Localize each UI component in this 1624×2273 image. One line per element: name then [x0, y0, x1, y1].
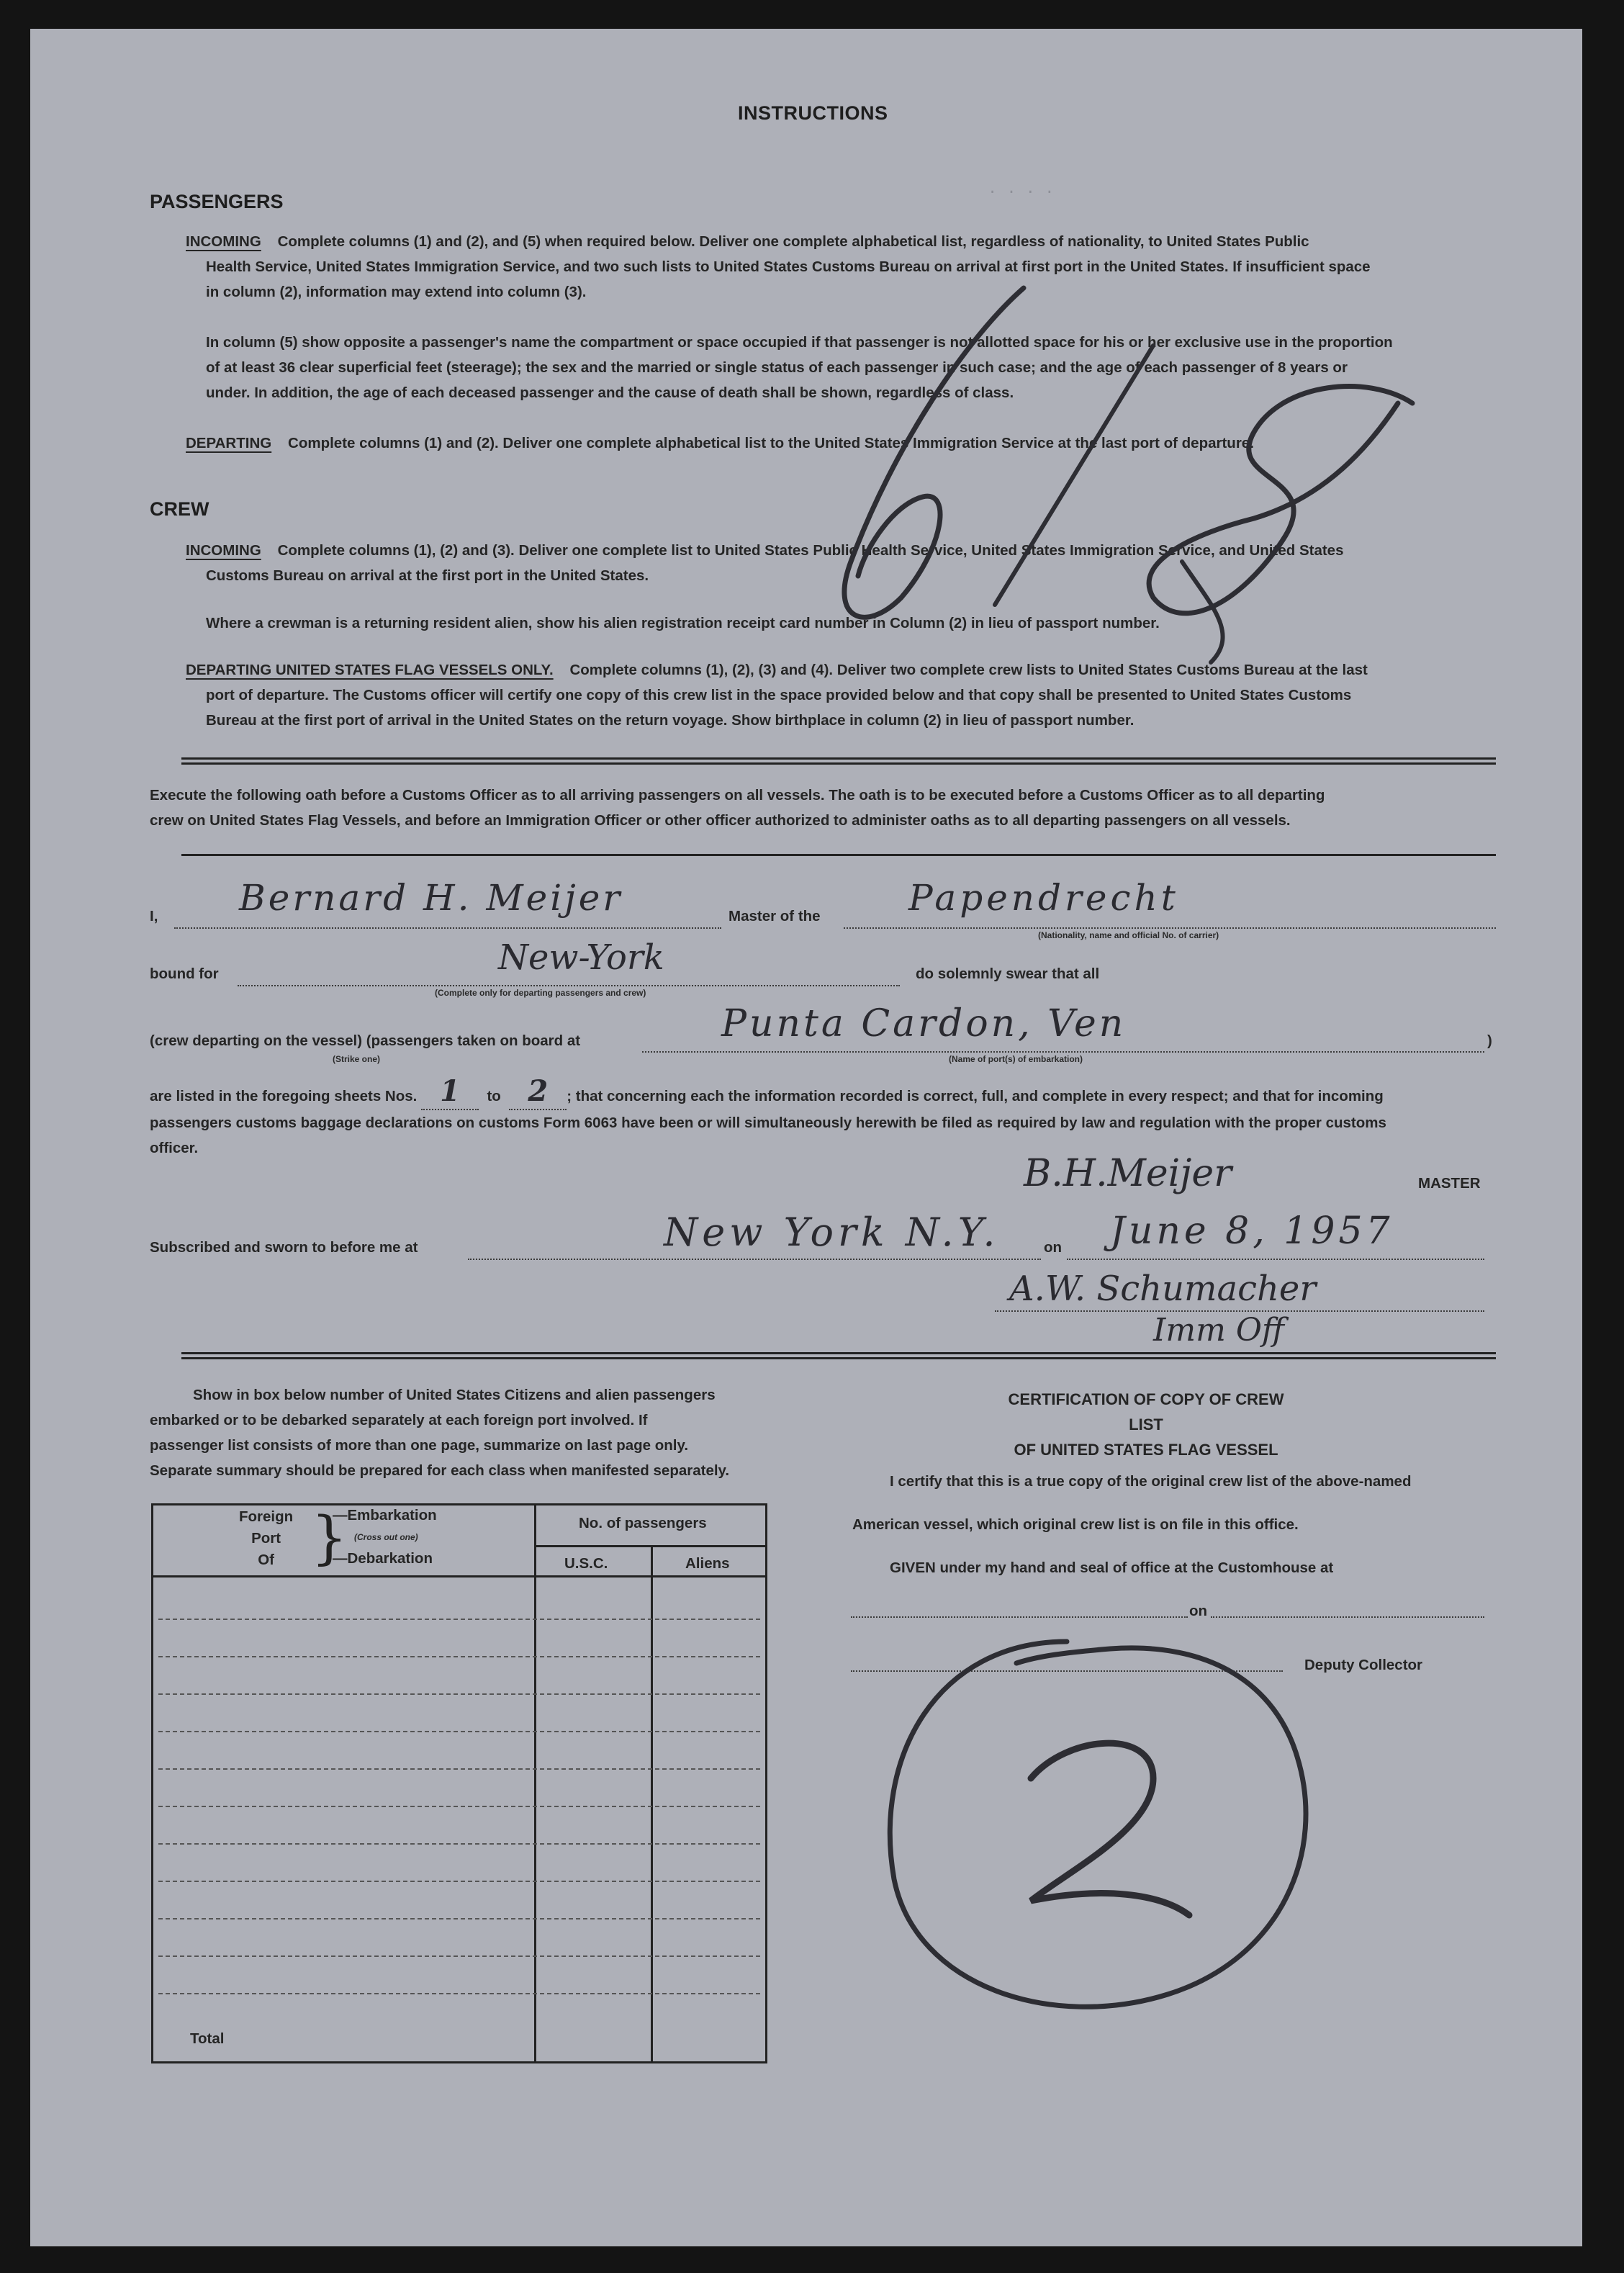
cert-on-label: on [1189, 1603, 1208, 1619]
sworn-date-line [1067, 1259, 1484, 1260]
certification-title [995, 1387, 1297, 1462]
port-caption: (Name of port(s) of embarkation) [949, 1054, 1083, 1064]
oath-i-label: I, [150, 908, 158, 924]
text-line: Separate summary should be prepared for each class when manifested separately. [150, 1462, 730, 1479]
text-line: in column (2), information may extend into column (3). [206, 284, 587, 300]
summary-row-line [158, 1881, 760, 1882]
text-line: embarked or to be debarked separately at each foreign port involved. If [150, 1412, 648, 1428]
text-line: passenger list consists of more than one page, summarize on last page only. [150, 1437, 689, 1454]
foreign-port-header [239, 1506, 293, 1571]
summary-row-line [158, 1731, 760, 1732]
officer-title-handwritten: Imm Off [1153, 1312, 1285, 1349]
sheet-from-field [421, 1074, 479, 1110]
header-text: Of [258, 1552, 274, 1568]
document-sheet [30, 29, 1582, 2246]
text-line: In column (5) show opposite a passenger's name the compartment or space occupied if that passenger is not allotted space for his or her exclusive use in the proportion [206, 334, 1393, 351]
oath-instructions [150, 783, 1496, 833]
sworn-on-label: on [1044, 1239, 1063, 1256]
embark-options [333, 1505, 437, 1570]
summary-row-line [158, 1693, 760, 1695]
double-rule [181, 757, 1496, 765]
bound-for-line [238, 985, 900, 986]
page-number-circle [851, 1613, 1340, 2030]
summary-row-line [158, 1918, 760, 1919]
text-line: crew on United States Flag Vessels, and before an Immigration Officer or other officer authorized to administer oaths as to all departing passengers on all vessels. [150, 812, 1291, 829]
text-line: under. In addition, the age of each deceased passenger and the cause of death shall be shown, regardless of class. [206, 384, 1014, 401]
departing-label: DEPARTING [186, 435, 272, 451]
summary-row-line [158, 1843, 760, 1845]
summary-row-line [158, 1806, 760, 1807]
bound-for-label: bound for [150, 966, 219, 982]
embarkation-option: —Embarkation [333, 1507, 437, 1523]
port-handwritten: Punta Cardon, Ven [721, 1002, 1127, 1045]
text-line: ; that concerning each the information recorded is correct, full, and complete in every respect; and that for incoming [567, 1088, 1384, 1104]
vessel-name-handwritten: Papendrecht [908, 877, 1179, 919]
port-line [642, 1051, 1484, 1053]
text-line: passengers customs baggage declarations on customs Form 6063 have been or will simultaneously herewith be filed as required by law and regulation with the proper customs [150, 1115, 1386, 1131]
sheet-to-value: 2 [528, 1074, 549, 1108]
sworn-place-line [468, 1259, 1041, 1260]
summary-row-line [158, 1768, 760, 1770]
table-divider [534, 1503, 536, 2063]
text-line: Complete columns (1) and (2), and (5) when required below. Deliver one complete alphabetical list, regardless of nationality, to United States Public [277, 233, 1309, 250]
text-line: Complete columns (1), (2) and (3). Deliver one complete list to United States Public Health Service, United States Immigration Service, and United States [277, 542, 1344, 559]
sworn-date-handwritten: June 8, 1957 [1110, 1210, 1394, 1253]
text-line: Customs Bureau on arrival at the first port in the United States. [206, 567, 649, 584]
crew-departing-label: (crew departing on the vessel) (passengers taken on board at [150, 1032, 581, 1049]
bound-caption: (Complete only for departing passengers and crew) [435, 988, 646, 998]
strike-caption: (Strike one) [333, 1054, 381, 1064]
close-paren: ) [1487, 1032, 1492, 1049]
master-name-handwritten: Bernard H. Meijer [239, 877, 623, 919]
double-rule [181, 1352, 1496, 1359]
text-line: of at least 36 clear superficial feet (steerage); the sex and the married or single status of each passenger in such case; and the age of each passenger of 8 years or [206, 359, 1348, 376]
crew-heading: CREW [150, 498, 209, 520]
sworn-place-handwritten: New York N.Y. [664, 1210, 1000, 1255]
total-label: Total [190, 2030, 225, 2047]
header-text: Foreign [239, 1508, 294, 1525]
swear-label: do solemnly swear that all [916, 966, 1100, 982]
table-header-rule [151, 1575, 767, 1577]
aliens-header: Aliens [685, 1555, 730, 1572]
cert-line-2: American vessel, which original crew list is on file in this office. [852, 1516, 1299, 1533]
text-line: Bureau at the first port of arrival in the United States on the return voyage. Show birthplace in column (2) in lieu of passport number. [206, 712, 1134, 729]
double-rule [181, 854, 1496, 859]
text-line: Complete columns (1), (2), (3) and (4). Deliver two complete crew lists to United States Customs Bureau at the last [569, 662, 1368, 678]
departing-flag-label: DEPARTING UNITED STATES FLAG VESSELS ONLY. [186, 662, 554, 678]
sheet-to-field [509, 1074, 567, 1110]
table-divider [534, 1545, 767, 1547]
listed-label: are listed in the foregoing sheets Nos. [150, 1088, 418, 1104]
folio-pencil-mark [779, 259, 1484, 706]
debarkation-option: —Debarkation [333, 1550, 433, 1567]
bleed-through-text: . . . . [988, 180, 1055, 198]
header-text: Port [251, 1530, 281, 1547]
summary-row-line [158, 1619, 760, 1620]
summary-row-line [158, 1993, 760, 1994]
cert-line-3: GIVEN under my hand and seal of office at the Customhouse at [890, 1559, 1334, 1576]
listed-paragraph [150, 1074, 1496, 1161]
cross-out-note: (Cross out one) [354, 1532, 418, 1542]
text-line: Complete columns (1) and (2). Deliver one complete alphabetical list to the United States Immigration Service at the last port of departure. [288, 435, 1254, 451]
passengers-heading: PASSENGERS [150, 191, 284, 212]
master-signature: B.H.Meijer [1024, 1152, 1232, 1195]
vessel-caption: (Nationality, name and official No. of carrier) [1038, 930, 1219, 940]
sheet-from-value: 1 [440, 1074, 460, 1108]
page-title: INSTRUCTIONS [738, 102, 888, 124]
master-name-line [174, 927, 721, 929]
summary-row-line [158, 1955, 760, 1957]
summary-instructions [150, 1382, 812, 1483]
officer-signature: A.W. Schumacher [1009, 1269, 1317, 1309]
incoming-label: INCOMING [186, 233, 261, 250]
text-line: Health Service, United States Immigration Service, and two such lists to United States Customs Bureau on arrival at first port in the United States. If insufficient space [206, 258, 1371, 275]
text-line: Execute the following oath before a Customs Officer as to all arriving passengers on all vessels. The oath is to be executed before a Customs Officer as to all departing [150, 787, 1325, 804]
summary-row-line [158, 1656, 760, 1657]
text-line: Show in box below number of United States Citizens and alien passengers [193, 1387, 716, 1403]
master-of-label: Master of the [728, 908, 821, 924]
crew-resident-text: Where a crewman is a returning resident alien, show his alien registration receipt card number in Column (2) in lieu of passport number. [206, 615, 1160, 631]
cert-line-1: I certify that this is a true copy of the original crew list of the above-named [890, 1473, 1412, 1490]
text-line: port of departure. The Customs officer will certify one copy of this crew list in the space provided below and that copy shall be presented to United States Customs [206, 687, 1352, 703]
sworn-label: Subscribed and sworn to before me at [150, 1239, 418, 1256]
brace-icon: } [311, 1504, 348, 1571]
text-line: officer. [150, 1140, 199, 1156]
text-line: CERTIFICATION OF COPY OF CREW LIST [1008, 1390, 1284, 1433]
usc-header: U.S.C. [564, 1555, 608, 1572]
table-divider [651, 1547, 653, 2063]
master-label: MASTER [1418, 1175, 1481, 1192]
incoming-label: INCOMING [186, 542, 261, 559]
deputy-collector-label: Deputy Collector [1304, 1657, 1423, 1673]
bound-for-handwritten: New-York [498, 937, 664, 978]
no-passengers-header: No. of passengers [579, 1515, 707, 1531]
passenger-summary-table [151, 1503, 767, 2063]
vessel-line [844, 927, 1496, 929]
text-line: OF UNITED STATES FLAG VESSEL [1014, 1441, 1278, 1459]
to-label: to [487, 1088, 501, 1104]
